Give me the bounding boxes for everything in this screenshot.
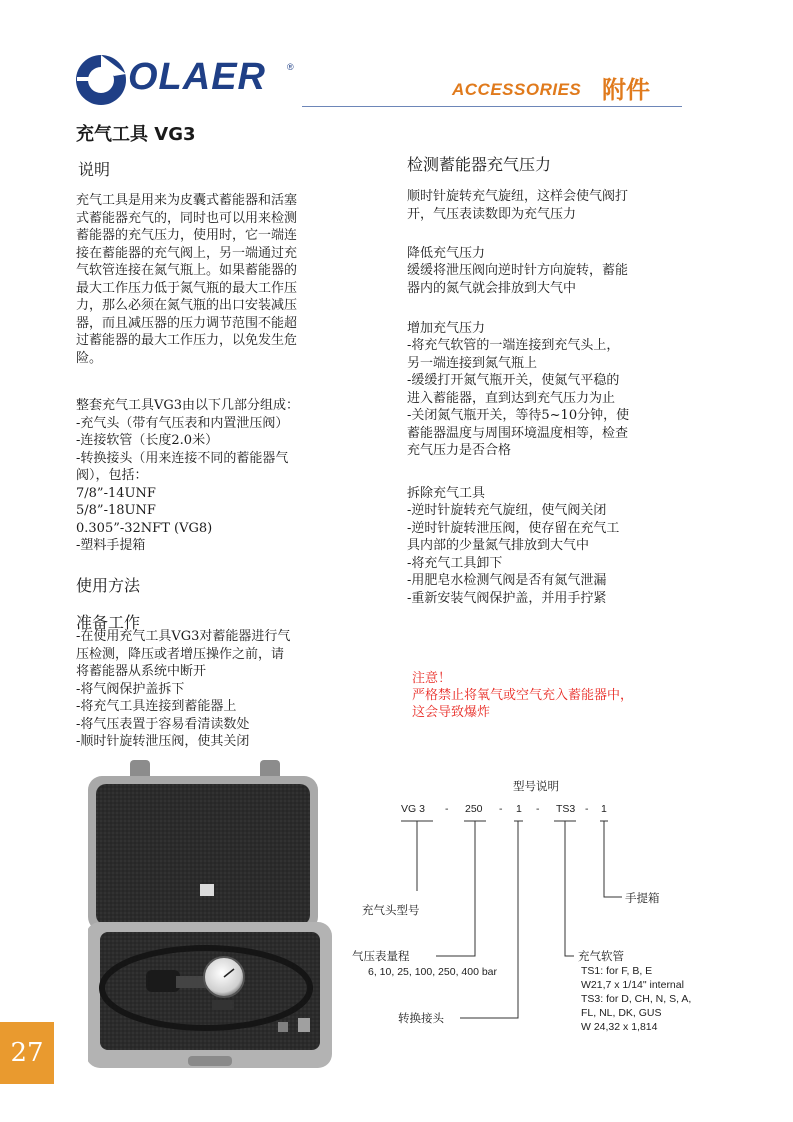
page-number: 27	[0, 1022, 54, 1084]
code-sep: -	[445, 803, 449, 815]
label-adapter: 转换接头	[398, 1011, 444, 1025]
code-series: VG 3	[401, 803, 425, 815]
preparation-body: -在使用充气工具VG3对蓄能器进行气 压检测，降压或者增压操作之前，请 将蓄能器从系统中断开 -将气阀保护盖拆下 -将充气工具连接到蓄能器上 -将气压表置于容易看清读数处 -顺时针旋转泄压阀，使其关闭	[76, 629, 291, 749]
code-case: 1	[601, 803, 607, 815]
page-title: 充气工具 VG3	[76, 124, 196, 145]
description-heading: 说明	[78, 160, 111, 179]
code-sep: -	[585, 803, 589, 815]
registered-mark: ®	[287, 62, 294, 72]
gauge-range-values: 6, 10, 25, 100, 250, 400 bar	[368, 966, 498, 978]
increase-pressure-heading: 增加充气压力	[407, 321, 486, 336]
label-carrying-case: 手提箱	[625, 891, 660, 905]
section-title-en: ACCESSORIES	[452, 80, 582, 99]
warning-body: 严格禁止将氧气或空气充入蓄能器中， 这会导致爆炸	[412, 688, 634, 720]
label-filling-head: 充气头型号	[362, 903, 420, 917]
reduce-pressure-heading: 降低充气压力	[407, 246, 486, 261]
label-filling-hose: 充气软管	[578, 949, 624, 963]
hose-options	[581, 964, 691, 1034]
code-sep: -	[499, 803, 503, 815]
brand-name: OLAER	[128, 56, 266, 98]
model-code-title: 型号说明	[513, 779, 559, 793]
check-pressure-heading: 检测蓄能器充气压力	[407, 155, 552, 174]
code-hose: TS3	[556, 803, 576, 815]
warning-title: 注意！	[412, 671, 452, 686]
hose-option-line: TS3: for D, CH, N, S, A,	[581, 993, 692, 1005]
description-body: 充气工具是用来为皮囊式蓄能器和活塞 式蓄能器充气的，同时也可以用来检测 蓄能器的充气压力，使用时，它一端连 接在蓄能器的充气阀上，另一端通过充 气软管连接在氮气瓶上。如果蓄能器的 最大工作压力低于氮气瓶的最大工作压 力，那么必须在氮气瓶的出口安装减压 器，而且减压器的压力调节范围不能超 过蓄能器的最大工作压力，以免发生危 险。	[76, 193, 298, 366]
reduce-pressure-body: 缓缓将泄压阀向逆时针方向旋转，蓄能 器内的氮气就会排放到大气中	[407, 263, 629, 296]
code-adapter: 1	[516, 803, 522, 815]
header-divider	[302, 106, 682, 107]
remove-tool-heading: 拆除充气工具	[407, 486, 486, 501]
usage-heading: 使用方法	[76, 576, 141, 595]
hose-option-line: W21,7 x 1/14" internal	[581, 979, 684, 991]
check-pressure-body: 顺时针旋转充气旋纽，这样会使气阀打 开，气压表读数即为充气压力	[407, 189, 629, 222]
vg3-case-photo	[88, 756, 350, 1070]
increase-pressure-body: -将充气软管的一端连接到充气头上， 另一端连接到氮气瓶上 -缓缓打开氮气瓶开关，使氮气平稳的 进入蓄能器，直到达到充气压力为止 -关闭氮气瓶开关，等待5~10分钟，使 蓄能器温度与周围环境温度相等，检查 充气压力是否合格	[407, 338, 630, 458]
hose-option-line: TS1: for F, B, E	[581, 965, 653, 977]
components-list: 整套充气工具VG3由以下几部分组成： -充气头（带有气压表和内置泄压阀） -连接软管（长度2.0米） -转换接头（用来连接不同的蓄能器气 阀），包括： 7/8”-14UNF 5/8”-18UNF 0.305”-32NFT (VG8) -塑料手提箱	[76, 398, 300, 553]
label-gauge-range: 气压表量程	[352, 949, 410, 963]
hose-option-line: FL, NL, DK, GUS	[581, 1007, 662, 1019]
preparation-heading: 准备工作	[76, 613, 141, 632]
code-gauge: 250	[465, 803, 483, 815]
section-title-cn: 附件	[602, 76, 650, 104]
hose-option-line: W 24,32 x 1,814	[581, 1021, 658, 1033]
code-sep: -	[536, 803, 540, 815]
remove-tool-body: -逆时针旋转充气旋纽，使气阀关闭 -逆时针旋转泄压阀，使存留在充气工 具内部的少量氮气排放到大气中 -将充气工具卸下 -用肥皂水检测气阀是否有氮气泄漏 -重新安装气阀保护盖，并用手拧紧	[407, 503, 620, 606]
